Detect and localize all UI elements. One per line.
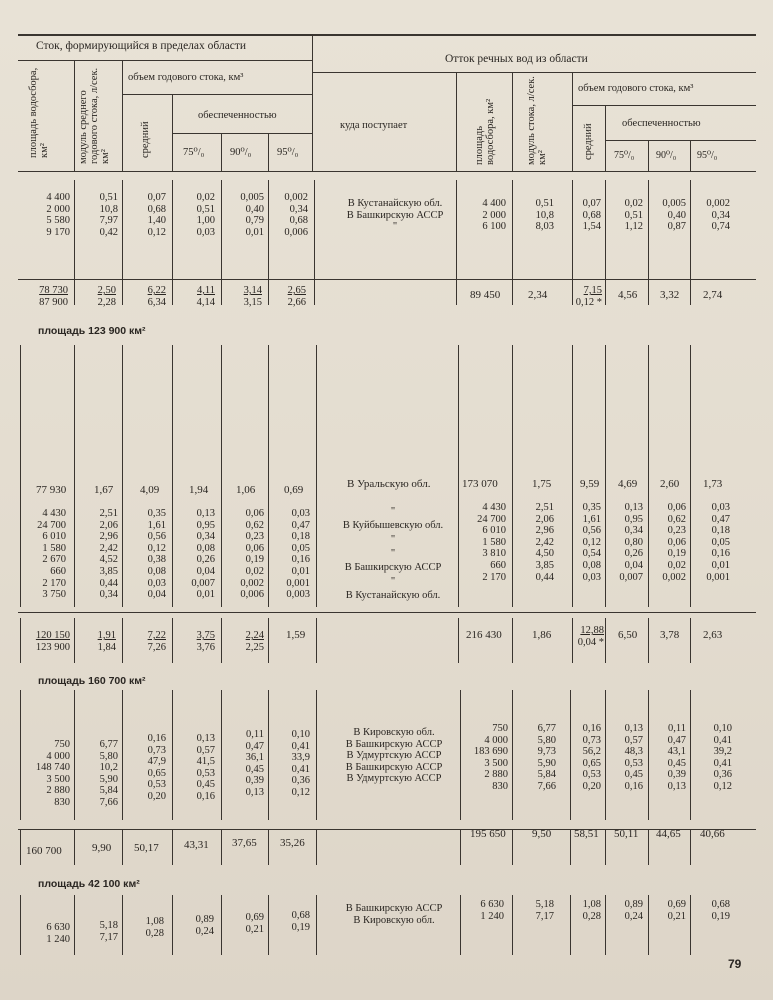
b3t-vline: [20, 829, 21, 865]
header-p90-left: 90⁰/₀: [230, 147, 252, 158]
b1-vline: [456, 180, 457, 305]
b1-vline: [122, 180, 123, 305]
b3-area: 750 4 000 148 740 3 500 2 880 830: [35, 739, 70, 808]
b2t-vline: [512, 618, 513, 663]
b3t-vline: [268, 829, 269, 865]
b2-total-p90: $\frac{2,24}{2,25}$: [245, 630, 264, 653]
header-volume-right: объем годового стока, км³: [578, 83, 694, 94]
b3-section-title: площадь 160 700 км²: [38, 675, 146, 687]
b3t-vline: [316, 829, 317, 865]
b3-p90: 0,11 0,47 36,1 0,45 0,39 0,13: [245, 729, 264, 798]
b1-omean: 0,07 0,68 1,54: [582, 198, 601, 233]
header-p95-right: 95⁰/₀: [697, 150, 718, 161]
b3-total-mod: 9,90: [92, 842, 112, 854]
b2-first-p95: 0,69: [284, 484, 304, 496]
b1-total-p95: $\frac{2,65}{2,66}$: [287, 285, 306, 308]
b3-total-omod: 9,50: [532, 828, 552, 840]
b2t-vline: [648, 618, 649, 663]
b2-total-mod: $\frac{1,91}{1,84}$: [97, 630, 116, 653]
b4-p75: 0,89 0,24: [195, 914, 214, 937]
b4-mod: 5,18 7,17: [99, 920, 118, 943]
b2-first-omod: 1,75: [532, 478, 552, 490]
b3-vline: [512, 690, 513, 820]
b1-total-omod: 2,34: [528, 289, 548, 301]
b1-total-mod: $\frac{2,50}{2,28}$: [97, 285, 116, 308]
b3-o90: 0,11 0,47 43,1 0,45 0,39 0,13: [667, 723, 686, 792]
b3-mod: 6,77 5,80 10,2 5,90 5,84 7,66: [99, 739, 118, 808]
header-divider-main: [312, 34, 313, 171]
header-divider-oarea: [512, 72, 513, 171]
header-out-modulus: модуль стока, л/сек. км²: [526, 76, 548, 165]
b3-p95: 0,10 0,41 33,9 0,41 0,36 0,12: [291, 729, 310, 798]
b2-vline: [316, 345, 317, 607]
header-p90-right: 90⁰/₀: [656, 150, 677, 161]
b4-omean: 1,08 0,28: [582, 899, 601, 922]
b3t-vline: [122, 829, 123, 865]
b3t-vline: [512, 829, 513, 865]
b2-total-rule: [18, 612, 756, 613]
b3t-vline: [690, 829, 691, 865]
b3-o95: 0,10 0,41 39,2 0,41 0,36 0,12: [713, 723, 732, 792]
b2-p95: 0,03 0,47 0,18 0,05 0,16 0,01 0,001 0,003: [286, 508, 310, 601]
header-mean-right: средний: [583, 123, 594, 160]
b4-mean: 1,08 0,28: [145, 916, 164, 939]
b1-total-rule: [18, 279, 756, 280]
b2t-vline: [268, 618, 269, 663]
b2-vline: [20, 345, 21, 607]
b2-vline: [458, 345, 459, 607]
header-prob-right: обеспеченностью: [622, 118, 701, 129]
b3-total-p95: 35,26: [280, 837, 305, 849]
b4-vline: [460, 895, 461, 955]
b2-mean: 0,35 1,61 0,56 0,12 0,38 0,08 0,03 0,04: [147, 508, 166, 601]
header-p95-left: 95⁰/₀: [277, 147, 299, 158]
b1-total-o90: 3,32: [660, 289, 680, 301]
b3-omod: 6,77 5,80 9,73 5,90 5,84 7,66: [537, 723, 556, 792]
header-prob-rule-left: [172, 133, 312, 134]
b2-vline: [512, 345, 513, 607]
b1-o75: 0,02 0,51 1,12: [624, 198, 643, 233]
header-divider-omod: [572, 72, 573, 171]
b1-total-oarea: 89 450: [470, 289, 501, 301]
header-out-area: площадь водосбора, км²: [474, 98, 496, 165]
header-modulus: модуль среднего годового стока, л/сек. км²: [78, 67, 111, 164]
header-volume-left: объем годового стока, км³: [128, 72, 244, 83]
b2t-vline: [458, 618, 459, 663]
b3t-vline: [648, 829, 649, 865]
b3-vline: [460, 690, 461, 820]
b3-vline: [20, 690, 21, 820]
b3-o75: 0,13 0,57 48,3 0,53 0,45 0,16: [624, 723, 643, 792]
b1-total-o75: 4,56: [618, 289, 638, 301]
b3-total-omean: 58,51: [574, 828, 599, 840]
header-divider-area: [74, 60, 75, 171]
b2-total-p75: $\frac{3,75}{3,76}$: [196, 630, 215, 653]
header-divider-75: [221, 133, 222, 171]
b3-mean: 0,16 0,73 47,9 0,65 0,53 0,20: [147, 733, 166, 802]
b3-vline: [316, 690, 317, 820]
b4-area: 6 630 1 240: [46, 922, 70, 945]
header-destination: куда поступает: [340, 120, 408, 131]
header-prob-rule-right: [605, 140, 756, 141]
b4-vline: [20, 895, 21, 955]
b3-total-rule: [18, 829, 756, 830]
header-prob-left: обеспеченностью: [198, 110, 277, 121]
b3-total-p75: 43,31: [184, 839, 209, 851]
b1-total-mean: $\frac{6,22}{6,34}$: [147, 285, 166, 308]
header-volume-rule-left: [122, 94, 312, 95]
b2-total-oarea: 216 430: [466, 629, 502, 641]
b3t-vline: [460, 829, 461, 865]
b2-area: 4 430 24 700 6 010 1 580 2 670 660 2 170 3 750: [37, 508, 66, 601]
b4-p95: 0,68 0,19: [291, 910, 310, 933]
b3t-vline: [570, 829, 571, 865]
header-left-title-rule: [18, 60, 312, 61]
b3-total-oarea: 195 650: [470, 828, 506, 840]
b3t-vline: [172, 829, 173, 865]
b3-total-mean: 50,17: [134, 842, 159, 854]
b1-o90: 0,005 0,40 0,87: [662, 198, 686, 233]
b1-area: 4 400 2 000 5 580 9 170: [46, 192, 70, 238]
b1-p95: 0,002 0,34 0,68 0,006: [284, 192, 308, 238]
b2-total-o95: 2,63: [703, 629, 723, 641]
b1-mean: 0,07 0,68 1,40 0,12: [147, 192, 166, 238]
b2-first-p90: 1,06: [236, 484, 256, 496]
page-number: 79: [728, 957, 742, 971]
b1-vline: [605, 180, 606, 305]
b2-first-oarea: 173 070: [462, 478, 498, 490]
b1-vline: [314, 180, 315, 305]
b2-first-p75: 1,94: [189, 484, 209, 496]
b4-section-title: площадь 42 100 км²: [38, 878, 140, 890]
b1-total-p75: $\frac{4,11}{4,14}$: [196, 285, 215, 308]
b1-total-omean: $\frac{7,15}{0,12 *}$: [575, 285, 602, 308]
b4-vline: [512, 895, 513, 955]
b1-mod: 0,51 10,8 7,97 0,42: [99, 192, 118, 238]
b2t-vline: [605, 618, 606, 663]
b2-omod: 2,51 2,06 2,96 2,42 4,50 3,85 0,44: [535, 502, 554, 583]
b2-total-omean: $\frac{12,88}{0,04 *}$: [577, 625, 604, 648]
b4-o95: 0,68 0,19: [711, 899, 730, 922]
b4-omod: 5,18 7,17: [535, 899, 554, 922]
b4-vline: [316, 895, 317, 955]
b2-first-o90: 2,60: [660, 478, 680, 490]
b2-o90: 0,06 0,62 0,23 0,06 0,19 0,02 0,002: [662, 502, 686, 583]
header-left-title: Сток, формирующийся в пределах области: [36, 40, 247, 52]
b2-first-mod: 1,67: [94, 484, 114, 496]
b4-vline: [74, 895, 75, 955]
b1-vline: [690, 180, 691, 305]
b1-vline: [648, 180, 649, 305]
header-volume-rule-right: [572, 105, 756, 106]
b2-first-area: 77 930: [36, 484, 67, 496]
b1-omod: 0,51 10,8 8,03: [535, 198, 554, 233]
b2-total-area: $\frac{120 150}{123 900}$: [35, 630, 70, 653]
b3-oarea: 750 4 000 183 690 3 500 2 880 830: [473, 723, 508, 792]
b2-p90: 0,06 0,62 0,23 0,06 0,19 0,02 0,002 0,006: [240, 508, 264, 601]
b3t-vline: [221, 829, 222, 865]
header-p75-right: 75⁰/₀: [614, 150, 635, 161]
b2-first-dest: В Уральскую обл.: [347, 478, 431, 490]
b2-first-o95: 1,73: [703, 478, 723, 490]
b2-total-omod: 1,86: [532, 629, 552, 641]
b1-total-area: $\frac{78 730}{87 900}$: [39, 285, 68, 308]
b2-dest: " В Куйбышевскую обл. " " В Башкирскую АССР " В Кустанайскую обл.: [342, 506, 444, 601]
b3-total-o75: 50,11: [614, 828, 639, 840]
b2-oarea: 4 430 24 700 6 010 1 580 3 810 660 2 170: [477, 502, 506, 583]
header-mean-left: средний: [140, 121, 151, 158]
b2-total-p95: 1,59: [286, 629, 306, 641]
b1-oarea: 4 400 2 000 6 100: [482, 198, 506, 233]
b3-total-p90: 37,65: [232, 837, 257, 849]
header-divider-dest: [456, 72, 457, 171]
b1-dest: В Кустанайскую обл. В Башкирскую АССР ": [346, 198, 444, 233]
b2-omean: 0,35 1,61 0,56 0,12 0,54 0,08 0,03: [582, 502, 601, 583]
b2-vline: [74, 345, 75, 607]
b3-vline: [122, 690, 123, 820]
b4-o90: 0,69 0,21: [667, 899, 686, 922]
header-divider-o75: [648, 140, 649, 171]
b4-dest: В Башкирскую АССР В Кировскую обл.: [345, 903, 443, 926]
b2-o75: 0,13 0,95 0,34 0,80 0,26 0,04 0,007: [619, 502, 643, 583]
header-divider-omean: [605, 105, 606, 171]
table-top-rule: [18, 34, 756, 36]
b3t-vline: [74, 829, 75, 865]
b3-vline: [74, 690, 75, 820]
b4-o75: 0,89 0,24: [624, 899, 643, 922]
header-bottom-rule: [18, 171, 756, 172]
header-p75-left: 75⁰/₀: [183, 147, 205, 158]
b2-o95: 0,03 0,47 0,18 0,05 0,16 0,01 0,001: [706, 502, 730, 583]
b2-section-title: площадь 123 900 км²: [38, 325, 146, 337]
b1-vline: [74, 180, 75, 305]
header-divider-mod: [122, 60, 123, 171]
b2-total-o75: 6,50: [618, 629, 638, 641]
b2-first-omean: 9,59: [580, 478, 600, 490]
header-area: площадь водосбора, км²: [28, 67, 50, 158]
header-right-title: Отток речных вод из области: [445, 53, 588, 65]
b1-total-o95: 2,74: [703, 289, 723, 301]
b1-o95: 0,002 0,34 0,74: [706, 198, 730, 233]
b4-p90: 0,69 0,21: [245, 912, 264, 935]
b1-total-p90: $\frac{3,14}{3,15}$: [243, 285, 262, 308]
b4-vline: [122, 895, 123, 955]
b2t-vline: [122, 618, 123, 663]
b2-first-mean: 4,09: [140, 484, 160, 496]
header-divider-90: [268, 133, 269, 171]
header-divider-o90: [690, 140, 691, 171]
b2t-vline: [74, 618, 75, 663]
b2t-vline: [690, 618, 691, 663]
b1-vline: [512, 180, 513, 305]
b3-total-area: 160 700: [26, 845, 62, 857]
b4-oarea: 6 630 1 240: [480, 899, 504, 922]
b2-p75: 0,13 0,95 0,34 0,08 0,26 0,04 0,007 0,01: [191, 508, 215, 601]
b3-omean: 0,16 0,73 56,2 0,65 0,53 0,20: [582, 723, 601, 792]
b1-p75: 0,02 0,51 1,00 0,03: [196, 192, 215, 238]
b2t-vline: [20, 618, 21, 663]
b1-p90: 0,005 0,40 0,79 0,01: [240, 192, 264, 238]
b3t-vline: [605, 829, 606, 865]
b2-total-mean: $\frac{7,22}{7,26}$: [147, 630, 166, 653]
b3-total-o90: 44,65: [656, 828, 681, 840]
b2-first-o75: 4,69: [618, 478, 638, 490]
b2-total-o90: 3,78: [660, 629, 680, 641]
b3-total-o95: 40,66: [700, 828, 725, 840]
b2-vline: [122, 345, 123, 607]
b2-mod: 2,51 2,06 2,96 2,42 4,52 3,85 0,44 0,34: [99, 508, 118, 601]
b3-dest: В Кировскую обл. В Башкирскую АССР В Удмуртскую АССР В Башкирскую АССР В Удмуртскую АССР: [345, 727, 443, 785]
b3-p75: 0,13 0,57 41,5 0,53 0,45 0,16: [196, 733, 215, 802]
header-right-title-rule: [312, 72, 756, 73]
header-divider-mean: [172, 94, 173, 171]
b2t-vline: [316, 618, 317, 663]
